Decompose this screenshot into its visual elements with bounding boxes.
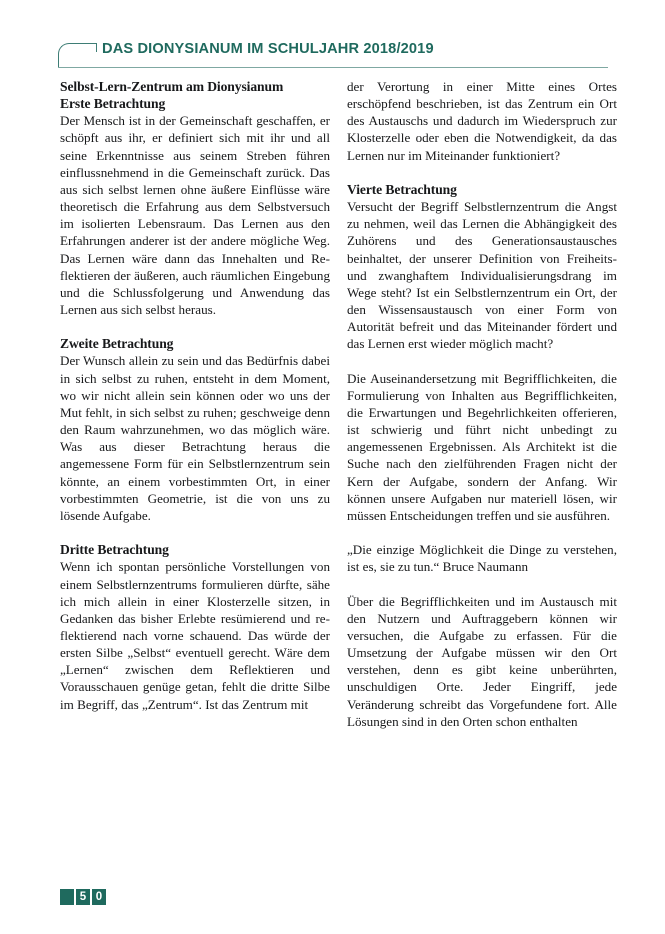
heading-zweite-betrachtung: Zweite Betrachtung	[60, 336, 174, 352]
pull-quote: „Die einzige Möglichkeit die Dinge zu verstehen, ist es, sie zu tun.“ Bruce Naumann	[347, 542, 617, 575]
right-column	[347, 78, 617, 730]
header-divider	[58, 67, 608, 68]
folio-ornament-block	[60, 889, 74, 905]
paragraph: Der Mensch ist in der Gemeinschaft geschaffen, er schöpft aus ihr, er definiert sich mit ihr und all seine Erkenntnisse aus seinem Streben führen einflussnehmend in die Gemeinschaft zurück. Das aus sich selbst lernen ohne äußere Einflüsse wäre theoretisch die Erfahrung aus dem Selbstversuch im isolierten Lebensraum. Das Lernen aus den Erfahrungen anderer ist der andere mögliche Weg. Das Lernen wäre dann das Innehalten und Reflektieren der äußeren, auch räumlichen Eingebung und die Schlussfolgerung und Anwendung das Lernen aus sich selbst heraus.	[60, 113, 330, 318]
heading-dritte-betrachtung: Dritte Betrachtung	[60, 542, 169, 558]
paragraph: Die Auseinandersetzung mit Begrifflichkeiten, die Formulierung von Inhalten aus Begrifflichkeiten, die Erwartungen und Begehrlichkeiten offerieren, ist schwierig und führt nicht unbedingt zu angemessenen Ergebnissen. Als Architekt ist die Suche nach den zielführenden Fragen nicht der Kern der Aufgabe, sondern der Anfang. Wir können unsere Aufgaben nur materiell lösen, wir müssen Entscheidungen treffen und sie ausführen.	[347, 370, 617, 523]
page-number-folio	[60, 889, 106, 905]
left-column	[60, 78, 330, 713]
folio-digit-ones: 0	[92, 889, 106, 905]
paragraph: Der Wunsch allein zu sein und das Bedürfnis dabei in sich selbst zu ruhen, entsteht in dem Moment, wo wir nicht allein sein können oder wo uns der Mut fehlt, in sich selbst zu ruhen; geschweige denn den Raum wahrzunehmen, wo das möglich wäre. Was aus dieser Betrachtung heraus die angemessene Form für ein Selbstlernzentrum sein könnte, an einem vorbestimmten Ort, in einer vorbestimmten Geometrie, ist die von uns zu lösende Aufgabe.	[60, 353, 330, 523]
running-header-title: DAS DIONYSIANUM IM SCHULJAHR 2018/2019	[102, 41, 434, 57]
article-title: Selbst-Lern-Zentrum am Dionysianum	[60, 79, 284, 94]
paragraph: der Verortung in einer Mitte eines Ortes erschöpfend beschrieben, ist das Zentrum ein Ort des Austauschs und dadurch im Wiederspruch zur Klosterzelle oder eben die Notwendigkeit, da das Lernen nur im Miteinander funktioniert?	[347, 79, 617, 163]
paragraph: Über die Begrifflichkeiten und im Austausch mit den Nutzern und Auftraggebern können wir versuchen, die Aufgabe zu erfassen. Für die Umsetzung der Aufgabe müssen wir den Ort verstehen, denn es gibt keine unberührten, unschuldigen Orte. Jeder Eingriff, jede Veränderung schreibt das Vorgefundene fort. Alle Lösungen sind in den Orten schon enthalten	[347, 593, 617, 729]
folio-digit-tens: 5	[76, 889, 90, 905]
bracket-ornament-icon	[58, 43, 96, 68]
heading-erste-betrachtung: Erste Betrachtung	[60, 96, 166, 112]
heading-vierte-betrachtung: Vierte Betrachtung	[347, 181, 457, 197]
paragraph: Wenn ich spontan persönliche Vorstellungen von einem Selbstlernzentrums formulieren dürfte, sähe ich mich allein in einer Klosterzelle sitzen, in Gedanken das bisher Erlebte resümierend und reflektierend nach vorne schauend. Das würde der ersten Silbe „Selbst“ eventuell gerecht. Wäre dem „Lernen“ zwischen dem Reflektieren und Vorausschauen genüge getan, fehlt die dritte Silbe im Begriff, das „Zentrum“. Ist das Zentrum mit	[60, 559, 330, 712]
running-header	[58, 41, 608, 71]
paragraph: Versucht der Begriff Selbstlernzentrum die Angst zu nehmen, weil das Lernen die Abhängigkeit des Zuhörens und des Generationsaustausches beinhaltet, der unserer Definition von Freiheits- und zwanghaftem Individualisierungsdrang im Wege steht? Ist ein Selbstlernzentrum ein Ort, der den Wissensaustausch von einer Form von Autorität befreit und das Miteinander fördert und das Lernen erst wieder möglich macht?	[347, 199, 617, 352]
